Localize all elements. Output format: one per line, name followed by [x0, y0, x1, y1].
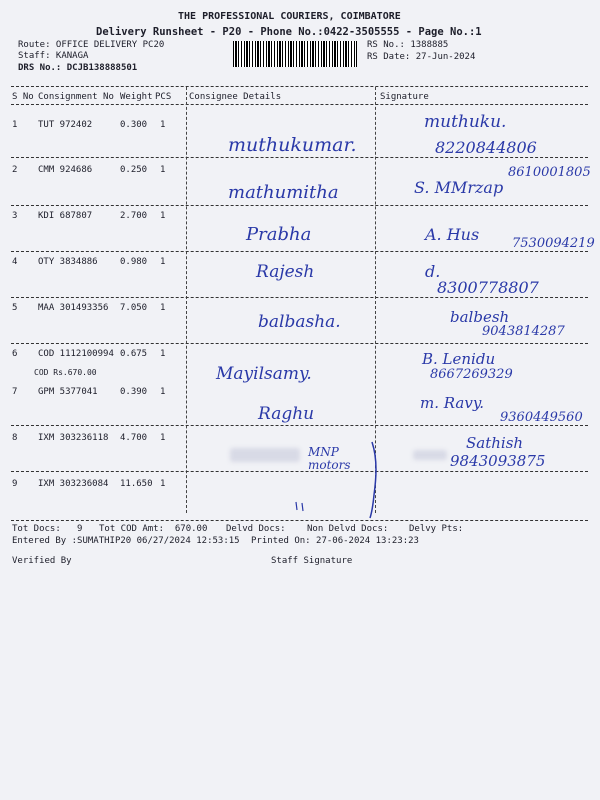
row-weight: 0.980 [120, 257, 148, 267]
row-sno: 3 [12, 211, 18, 221]
row-consignment: COD 1112100994 [38, 349, 114, 359]
signature-phone: 8610001805 [508, 165, 591, 180]
row-weight: 2.700 [120, 211, 148, 221]
signature-handwriting: S. MMrzap [414, 178, 504, 197]
printed-on: Printed On: 27-06-2024 13:23:23 [251, 536, 419, 546]
row-sno: 7 [12, 387, 18, 397]
row-weight: 11.650 [120, 479, 153, 489]
row-sno: 8 [12, 433, 18, 443]
row-pcs: 1 [160, 387, 166, 397]
col-pcs: PCS [155, 92, 172, 102]
consignee-name: muthukumar. [228, 134, 357, 156]
row-weight: 7.050 [120, 303, 148, 313]
table-bottom-rule [11, 520, 588, 521]
consignee-name: Rajesh [256, 262, 315, 282]
signature-phone: 9843093875 [450, 452, 546, 470]
signature-handwriting: Sathish [466, 434, 524, 452]
row-consignment: GPM 5377041 [38, 387, 98, 397]
row-weight: 0.390 [120, 387, 148, 397]
row-weight: 0.250 [120, 165, 148, 175]
redacted-smudge [413, 450, 447, 460]
row-rule [11, 343, 588, 344]
staff-signature-label: Staff Signature [271, 556, 353, 566]
row-consignment: KDI 687807 [38, 211, 93, 221]
runsheet-title: Delivery Runsheet - P20 - Phone No.:0422-3505555 - Page No.:1 [96, 26, 482, 38]
row-pcs: 1 [160, 165, 166, 175]
row-consignment: OTY 3834886 [38, 257, 98, 267]
row-sno: 5 [12, 303, 18, 313]
row-pcs: 1 [160, 349, 166, 359]
signature-handwriting: d. [425, 262, 441, 281]
consignee-name: balbasha. [258, 312, 341, 332]
row-consignment: IXM 303236118 [38, 433, 109, 443]
rs-number: RS No.: 1388885 [367, 40, 449, 50]
rs-date: RS Date: 27-Jun-2024 [367, 52, 476, 62]
signature-phone: 9360449560 [500, 410, 583, 425]
signature-phone: 9043814287 [482, 324, 565, 339]
row-pcs: 1 [160, 120, 166, 130]
row-pcs: 1 [160, 433, 166, 443]
signature-handwriting: muthuku. [424, 112, 507, 132]
signature-handwriting: m. Ravy. [420, 394, 485, 412]
row-sno: 1 [12, 120, 18, 130]
row-weight: 4.700 [120, 433, 148, 443]
signature-handwriting: A. Hus [425, 225, 480, 244]
col-consignment: Consignment No [38, 92, 114, 102]
verified-by: Verified By [12, 556, 72, 566]
row-rule [11, 425, 588, 426]
col-signature: Signature [380, 92, 429, 102]
row-consignment: CMM 924686 [38, 165, 93, 175]
drs-number: DRS No.: DCJB138888501 [18, 63, 138, 73]
col-details: Consignee Details [189, 92, 282, 102]
row-rule [11, 205, 588, 206]
row-sno: 2 [12, 165, 18, 175]
row-pcs: 1 [160, 479, 166, 489]
delivered-docs: Delvd Docs: [226, 524, 286, 534]
barcode [233, 41, 357, 67]
cod-amount: COD Rs.670.00 [34, 368, 97, 377]
delivery-points: Delvy Pts: [409, 524, 464, 534]
row-rule [11, 297, 588, 298]
row-sno: 9 [12, 479, 18, 489]
row-rule [11, 251, 588, 252]
pen-stroke [290, 440, 390, 520]
header-rule [11, 104, 588, 105]
signature-phone: 8300778807 [437, 278, 539, 297]
col-sno: S No [12, 92, 34, 102]
non-delivered-docs: Non Delvd Docs: [307, 524, 389, 534]
total-docs: Tot Docs: 9 [12, 524, 83, 534]
entered-by: Entered By :SUMATHIP20 06/27/2024 12:53:15 [12, 536, 240, 546]
details-column-rule [186, 87, 187, 513]
row-consignment: TUT 972402 [38, 120, 93, 130]
row-pcs: 1 [160, 211, 166, 221]
row-rule [11, 157, 588, 158]
signature-phone: 7530094219 [512, 236, 595, 251]
total-cod-amount: Tot COD Amt: 670.00 [99, 524, 208, 534]
consignee-name: Prabha [246, 224, 312, 245]
signature-handwriting: B. Lenidu [422, 350, 496, 368]
consignee-name: Raghu [258, 404, 315, 424]
row-sno: 4 [12, 257, 18, 267]
row-consignment: MAA 301493356 [38, 303, 109, 313]
signature-phone: 8220844806 [435, 138, 537, 157]
table-top-rule [11, 86, 588, 87]
route-label: Route: OFFICE DELIVERY PC20 [18, 40, 165, 50]
row-consignment: IXM 303236084 [38, 479, 109, 489]
row-pcs: 1 [160, 257, 166, 267]
row-weight: 0.300 [120, 120, 148, 130]
col-weight: Weight [120, 92, 153, 102]
company-title: THE PROFESSIONAL COURIERS, COIMBATORE [178, 11, 401, 22]
staff-label: Staff: KANAGA [18, 51, 89, 61]
row-sno: 6 [12, 349, 18, 359]
signature-handwriting: balbesh [450, 308, 510, 326]
consignee-name: MNP motors [308, 445, 351, 472]
consignee-name: Mayilsamy. [216, 364, 312, 384]
signature-phone: 8667269329 [430, 367, 513, 382]
row-pcs: 1 [160, 303, 166, 313]
row-weight: 0.675 [120, 349, 148, 359]
consignee-name: mathumitha [228, 182, 339, 203]
